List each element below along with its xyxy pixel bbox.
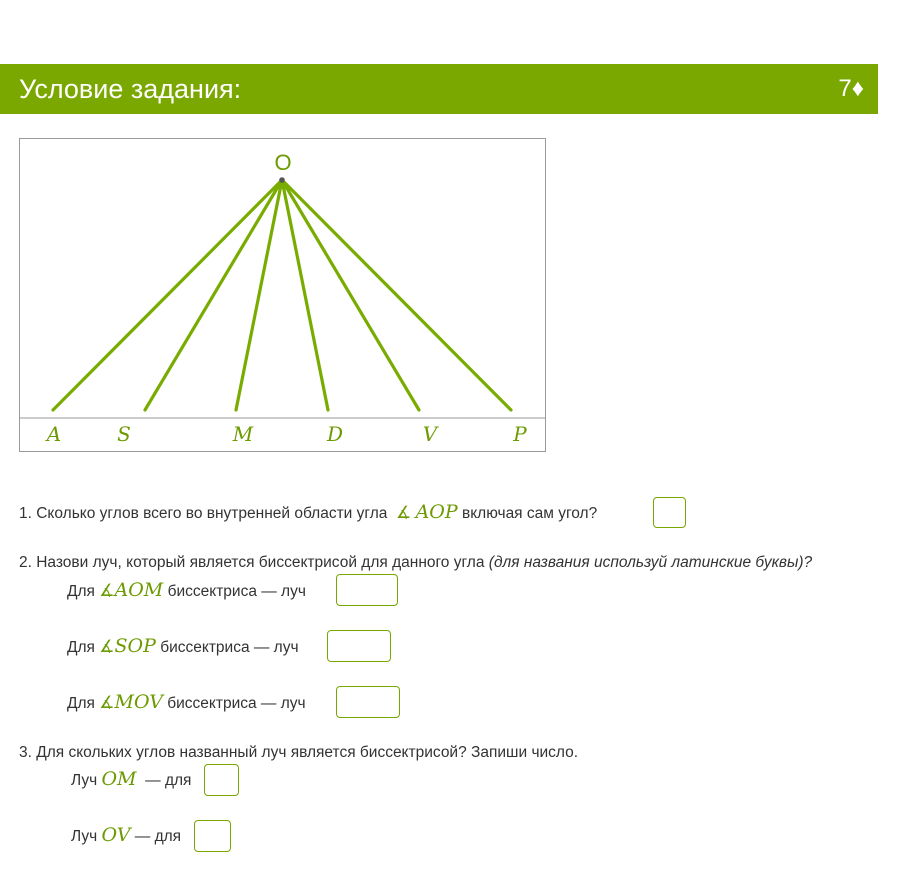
- q2-row-3: [67, 691, 306, 713]
- point-label-d: D: [326, 422, 344, 446]
- vertex-label: O: [274, 150, 292, 175]
- row-suffix: — для: [145, 772, 192, 789]
- task-header: [0, 64, 878, 114]
- q3-row-2: [71, 824, 181, 846]
- point-label-a: A: [46, 422, 62, 446]
- row-suffix: биссектриса — луч: [167, 583, 306, 600]
- q2-row-1: [67, 579, 306, 601]
- row-prefix: Для: [67, 695, 95, 712]
- answer-input-om[interactable]: [204, 764, 239, 796]
- row-prefix: Луч: [71, 828, 98, 845]
- ray-name: OV: [101, 824, 131, 846]
- angle-name: AOP: [415, 501, 458, 523]
- point-label-p: P: [513, 422, 527, 446]
- ray-name: OM: [101, 768, 137, 790]
- q2-row-2: [67, 635, 299, 657]
- task-points: 7♦: [838, 75, 864, 102]
- geometry-figure: [19, 138, 546, 452]
- task-title: Условие задания:: [19, 74, 242, 104]
- row-suffix: биссектриса — луч: [160, 639, 299, 656]
- angle-icon: ∡: [99, 637, 115, 656]
- point-label-m: M: [232, 422, 254, 446]
- ray-od: [282, 180, 328, 410]
- point-label-s: S: [117, 422, 131, 446]
- angle-icon: ∡: [99, 693, 115, 712]
- ray-oa: [53, 180, 282, 410]
- row-prefix: Луч: [71, 772, 98, 789]
- point-label-v: V: [422, 422, 438, 446]
- question-2: [19, 554, 812, 572]
- row-prefix: Для: [67, 639, 95, 656]
- vertex-dot: [279, 177, 285, 183]
- row-suffix: — для: [134, 828, 182, 845]
- question-1: [19, 501, 597, 523]
- question-2-text: 2. Назови луч, который является биссектрисой для данного угла: [19, 554, 485, 571]
- answer-input-q1[interactable]: [653, 497, 686, 528]
- answer-input-ov[interactable]: [194, 820, 231, 852]
- ray-op: [282, 180, 511, 410]
- angle-icon: ∡: [99, 581, 115, 600]
- row-prefix: Для: [67, 583, 95, 600]
- question-3-text: 3. Для скольких углов названный луч является биссектрисой? Запиши число.: [19, 744, 579, 761]
- row-suffix: биссектриса — луч: [167, 695, 306, 712]
- answer-input-mov[interactable]: [336, 686, 400, 718]
- angle-name: AOM: [114, 579, 164, 601]
- angle-name: SOP: [114, 635, 156, 657]
- angle-icon: ∡: [396, 503, 412, 522]
- question-1-text: 1. Сколько углов всего во внутренней области угла: [19, 505, 388, 522]
- answer-input-aom[interactable]: [336, 574, 398, 606]
- ray-om: [236, 180, 282, 410]
- question-2-hint: (для названия используй латинские буквы)?: [488, 554, 813, 571]
- answer-input-sop[interactable]: [327, 630, 391, 662]
- rays-group: [53, 180, 511, 410]
- question-1-suffix: включая сам угол?: [461, 505, 598, 522]
- q3-row-1: [71, 768, 191, 790]
- angle-name: MOV: [114, 691, 163, 713]
- rays-diagram: [20, 139, 545, 451]
- question-3: [19, 744, 578, 762]
